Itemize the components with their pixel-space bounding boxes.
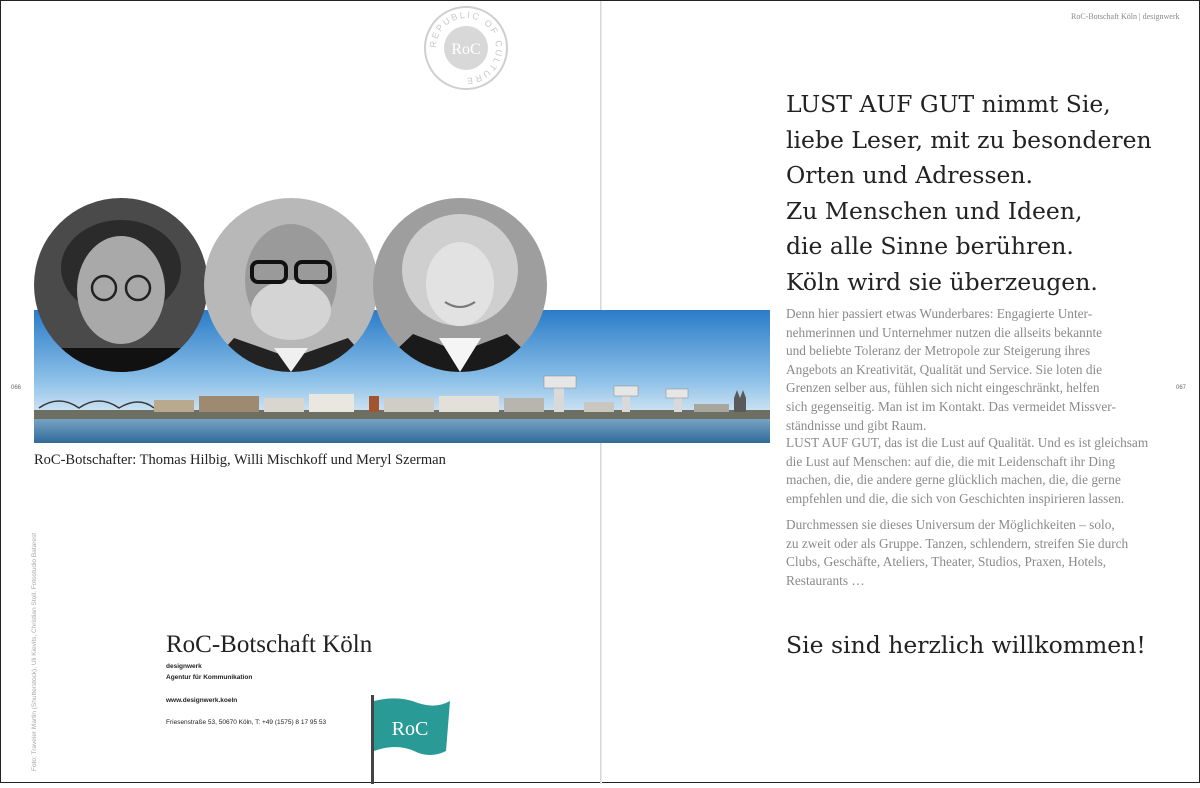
paragraph-line: Durchmessen sie dieses Universum der Möglichkeiten – solo, <box>786 517 1115 532</box>
paragraph-1 <box>786 305 1181 435</box>
paragraph-line: Grenzen selber aus, fühlen sich nicht eingeschränkt, helfen <box>786 380 1100 396</box>
paragraph-line: zu zweit oder als Gruppe. Tanzen, schlendern, streifen Sie durch <box>786 535 1129 551</box>
republic-of-culture-stamp <box>423 5 509 91</box>
paragraph-2 <box>786 434 1181 508</box>
photo-caption: RoC-Botschafter: Thomas Hilbig, Willi Mischkoff und Meryl Szerman <box>34 452 446 468</box>
portrait-thomas-hilbig <box>34 198 208 372</box>
company-line-agency: Agentur für Kommunikation <box>166 674 253 681</box>
page-number-right: 067 <box>1176 385 1187 391</box>
paragraph-3 <box>786 516 1181 590</box>
company-name: RoC-Botschaft Köln <box>166 631 373 658</box>
welcome-line: Sie sind herzlich willkommen! <box>786 631 1146 659</box>
company-line-designwerk: designwerk <box>166 663 202 670</box>
paragraph-line: und beliebte Toleranz der Metropole zur Steigerung ihres <box>786 343 1091 359</box>
paragraph-line: Clubs, Geschäfte, Ateliers, Theater, Studios, Praxen, Hotels, <box>786 554 1107 570</box>
stamp-monogram: RoC <box>451 41 481 58</box>
company-address: Friesenstraße 53, 50670 Köln, T: +49 (1575) 8 17 95 53 <box>166 719 327 726</box>
paragraph-line: LUST AUF GUT, das ist die Lust auf Qualität. Und es ist gleichsam <box>786 435 1149 450</box>
page-number-left: 066 <box>11 385 22 391</box>
running-header: RoC-Botschaft Köln | designwerk <box>1071 12 1180 21</box>
flag-monogram: RoC <box>391 718 429 740</box>
headline-line: die alle Sinne berühren. <box>786 232 1074 260</box>
portrait-meryl-szerman <box>373 198 547 372</box>
company-website: www.designwerk.koeln <box>166 697 238 704</box>
photo-credit-vertical <box>31 521 41 771</box>
paragraph-line: Angebots an Kreativität, Qualität und Service. Sie loten die <box>786 361 1103 377</box>
headline-line: liebe Leser, mit zu besonderen <box>786 125 1152 154</box>
paragraph-line: Restaurants … <box>786 572 865 588</box>
paragraph-line: empfehlen und die, die sich von Geschichten inspirieren lassen. <box>786 490 1125 506</box>
stamp-ring-text: REPUBLIC OF CULTURE <box>427 9 505 87</box>
headline-line: Orten und Adressen. <box>786 161 1034 189</box>
paragraph-line: machen, die, die andere gerne glücklich machen, die, die gerne <box>786 472 1121 488</box>
roc-flag-logo <box>368 693 453 784</box>
headline-line: Zu Menschen und Ideen, <box>786 196 1083 225</box>
paragraph-line: Denn hier passiert etwas Wunderbares: Engagierte Unter- <box>786 306 1093 321</box>
headline-line: Köln wird sie überzeugen. <box>786 267 1098 296</box>
paragraph-line: nehmerinnen und Unternehmer nutzen die allseits bekannte <box>786 324 1103 340</box>
photo-credit-text: Foto: Traveler Martin (Shutterstock), Uli Kievits, Christian Stoll, Fotostudio Batarest <box>31 532 38 771</box>
paragraph-line: sich gegenseitig. Man ist im Kontakt. Das vermeidet Missver- <box>786 398 1116 414</box>
portrait-willi-mischkoff <box>204 198 378 372</box>
headline-line: LUST AUF GUT nimmt Sie, <box>786 90 1111 118</box>
headline <box>786 87 1152 300</box>
paragraph-line: ständnisse und gibt Raum. <box>786 417 927 433</box>
paragraph-line: die Lust auf Menschen: auf die, die mit Leidenschaft ihr Ding <box>786 453 1116 469</box>
